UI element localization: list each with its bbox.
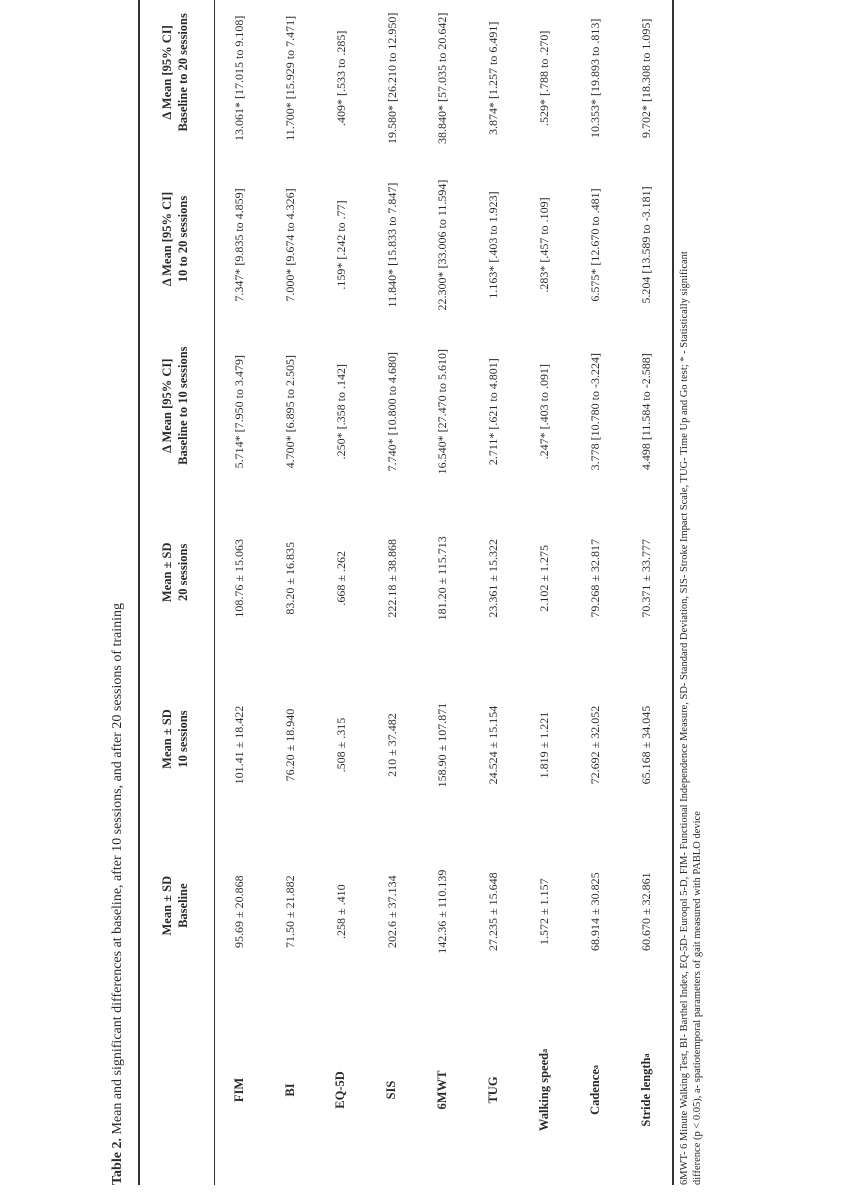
table-cell: [418, 162, 469, 329]
cell-value: .247* [.403 to .091]: [537, 364, 552, 460]
cell-value: .409* [.533 to .285]: [333, 30, 348, 126]
cell-value: 70.371 ± 33.777: [639, 539, 654, 618]
rotated-table-page: [104, 0, 724, 1185]
cell-value: .508 ± .315: [333, 717, 348, 773]
table-cell: [214, 662, 265, 829]
cell-value: 2.711* [.621 to 4.801]: [486, 358, 501, 466]
table-cell: [316, 662, 367, 829]
table-cell: [621, 162, 672, 329]
measure-name: EQ-5D: [333, 1071, 348, 1109]
table-cell: [214, 495, 265, 662]
cell-value: .529* [.788 to .270]: [537, 30, 552, 126]
table-cell: [519, 328, 570, 495]
cell-value: 65.168 ± 34.045: [639, 705, 654, 785]
cell-value: 101.41 ± 18.422: [231, 705, 246, 785]
cell-value: .283* [.457 to .109]: [537, 197, 552, 293]
cell-value: 95.69 ± 20.868: [231, 875, 246, 948]
table-cell: [519, 495, 570, 662]
cell-value: .668 ± .262: [333, 551, 348, 606]
results-table: [138, 0, 672, 1185]
table-cell: [316, 328, 367, 495]
table-cell: [418, 662, 469, 829]
stat-header-line2: 20 sessions: [176, 543, 190, 601]
table-cell: [621, 662, 672, 829]
cell-value: .250* [.358 to .142]: [333, 364, 348, 460]
table-cell: [519, 0, 570, 162]
table-cell: [214, 162, 265, 329]
cell-value: 10.353* [19.893 to .813]: [588, 18, 603, 138]
table-cell: [316, 828, 367, 995]
table-cell: [468, 828, 519, 995]
measure-name: BI: [282, 1083, 297, 1097]
measure-header: [570, 995, 621, 1185]
cell-value: 13.061* [17.015 to 9.108]: [231, 15, 246, 141]
table-cell: [468, 662, 519, 829]
table-cell: [621, 0, 672, 162]
cell-value: 9.702* [18.308 to 1.095]: [639, 18, 654, 138]
cell-value: 222.18 ± 38.868: [384, 539, 399, 618]
caption-text: Mean and significant differences at baseline, after 10 sessions, and after 20 sessions of training: [110, 602, 125, 1139]
measure-header: [265, 995, 316, 1185]
table-cell: [418, 0, 469, 162]
header-corner: [138, 995, 214, 1185]
cell-value: 181.20 ± 115.713: [435, 536, 450, 621]
table-cell: [519, 662, 570, 829]
table-cell: [367, 0, 418, 162]
stat-header-line1: Δ Mean [95% CI]: [160, 25, 175, 120]
stat-header-d_b10: [138, 328, 214, 495]
footnote-line-2: difference (p < 0.05), a- spatiotemporal parameters of gait measured with PABLO device: [692, 811, 703, 1185]
stat-header-d_1020: [138, 162, 214, 329]
table-cell: [214, 828, 265, 995]
cell-value: 60.670 ± 32.861: [639, 872, 654, 951]
footnote-line-1: 6MWT- 6 Minute Walking Test, BI- Barthel Index, EQ-5D- Euroqol 5-D, FIM- Functional Independence Measure, SD- Standard Deviation, SIS- Stroke Impact Scale, TUG- Time Up and Go test; * - Statistically significant: [679, 251, 690, 1185]
measure-name: Walking speed: [536, 1052, 551, 1132]
cell-value: 11.840* [15.833 to 7.847]: [384, 182, 399, 308]
table-cell: [265, 495, 316, 662]
table-cell: [570, 328, 621, 495]
cell-value: 24.524 ± 15.154: [486, 705, 501, 785]
stat-header-line2: Baseline to 20 sessions: [176, 13, 190, 132]
table-footnote: [678, 95, 704, 1185]
cell-value: 210 ± 37.482: [384, 713, 399, 777]
table-cell: [367, 662, 418, 829]
measure-header: [468, 995, 519, 1185]
measure-superscript: a: [590, 1065, 600, 1070]
table-cell: [418, 328, 469, 495]
cell-value: 16.540* [27.470 to 5.610]: [435, 349, 450, 475]
table-cell: [316, 0, 367, 162]
cell-value: 22.300* [33.006 to 11.594]: [435, 179, 450, 311]
measure-superscript: a: [641, 1053, 651, 1058]
cell-value: 38.840* [57.035 to 20.642]: [435, 12, 450, 144]
table-cell: [265, 662, 316, 829]
table-cell: [316, 162, 367, 329]
table-cell: [367, 162, 418, 329]
table-cell: [468, 495, 519, 662]
measure-name: 6MWT: [435, 1070, 450, 1110]
table-cell: [418, 828, 469, 995]
stat-header-line1: Δ Mean [95% CI]: [160, 191, 175, 287]
cell-value: .159* [.242 to .77]: [333, 200, 348, 290]
stat-header-line1: Mean ± SD: [160, 709, 175, 769]
cell-value: 23.361 ± 15.322: [486, 539, 501, 618]
table-cell: [468, 162, 519, 329]
cell-value: 68.914 ± 30.825: [588, 872, 603, 951]
table-cell: [265, 162, 316, 329]
table-cell: [214, 0, 265, 162]
cell-value: 202.6 ± 37.134: [384, 875, 399, 948]
table-cell: [367, 828, 418, 995]
measure-name: FIM: [231, 1077, 246, 1103]
table-cell: [265, 328, 316, 495]
cell-value: 76.20 ± 18.940: [282, 708, 297, 782]
stat-header-line2: 10 to 20 sessions: [176, 195, 190, 283]
table-cell: [265, 0, 316, 162]
table-cell: [519, 162, 570, 329]
measure-name: SIS: [384, 1080, 399, 1100]
table-bottom-rule: [672, 0, 674, 1185]
cell-value: 7.347* [9.835 to 4.859]: [231, 188, 246, 302]
table-cell: [570, 0, 621, 162]
stat-header-d_b20: [138, 0, 214, 162]
table-cell: [621, 495, 672, 662]
cell-value: 19.580* [26.210 to 12.950]: [384, 12, 399, 144]
table-cell: [367, 495, 418, 662]
cell-value: 108.76 ± 15.063: [231, 539, 246, 618]
table-cell: [621, 328, 672, 495]
table-cell: [570, 828, 621, 995]
measure-header: [621, 995, 672, 1185]
cell-value: 71.50 ± 21.882: [282, 875, 297, 948]
cell-value: 158.90 ± 107.871: [435, 702, 450, 788]
table-cell: [570, 162, 621, 329]
measure-header: [418, 995, 469, 1185]
cell-value: 5.714* [7.950 to 3.479]: [231, 355, 246, 469]
cell-value: 1.163* [.403 to 1.923]: [486, 191, 501, 299]
measure-name: TUG: [486, 1076, 501, 1104]
cell-value: 5.204 [13.589 to -3.181]: [639, 186, 654, 304]
cell-value: 27.235 ± 15.648: [486, 872, 501, 951]
measure-name: Stride length: [638, 1057, 653, 1127]
stat-header-baseline: [138, 828, 214, 995]
stat-header-s20: [138, 495, 214, 662]
stat-header-line1: Δ Mean [95% CI]: [160, 358, 175, 453]
cell-value: 1.572 ± 1.157: [537, 878, 552, 945]
table-cell: [316, 495, 367, 662]
caption-label: Table 2.: [110, 1138, 125, 1185]
table-cell: [621, 828, 672, 995]
cell-value: 2.102 ± 1.275: [537, 545, 552, 612]
table-cell: [418, 495, 469, 662]
cell-value: .258 ± .410: [333, 884, 348, 939]
cell-value: 72.692 ± 32.052: [588, 705, 603, 785]
cell-value: 7.000* [9.674 to 4.326]: [282, 188, 297, 302]
table-cell: [519, 828, 570, 995]
cell-value: 6.575* [12.670 to .481]: [588, 188, 603, 302]
table-cell: [570, 495, 621, 662]
cell-value: 79.268 ± 32.817: [588, 539, 603, 618]
cell-value: 142.36 ± 110.139: [435, 869, 450, 954]
table-cell: [265, 828, 316, 995]
cell-value: 3.874* [1.257 to 6.491]: [486, 21, 501, 135]
table-cell: [367, 328, 418, 495]
measure-header: [519, 995, 570, 1185]
table-cell: [214, 328, 265, 495]
stat-header-s10: [138, 662, 214, 829]
table-cell: [570, 662, 621, 829]
table-cell: [468, 328, 519, 495]
table-cell: [468, 0, 519, 162]
stat-header-line1: Mean ± SD: [160, 542, 175, 603]
cell-value: 4.498 [11.584 to -2.588]: [639, 353, 654, 471]
measure-header: [367, 995, 418, 1185]
stat-header-line1: Mean ± SD: [160, 875, 175, 936]
measure-header: [214, 995, 265, 1185]
cell-value: 83.20 ± 16.835: [282, 542, 297, 615]
stat-header-line2: Baseline: [176, 883, 190, 928]
cell-value: 3.778 [10.780 to -3.224]: [588, 353, 603, 471]
cell-value: 11.700* [15.929 to 7.471]: [282, 15, 297, 141]
measure-superscript: a: [539, 1048, 549, 1053]
cell-value: 7.740* [10.800 to 4.680]: [384, 352, 399, 472]
measure-name: Cadence: [587, 1069, 602, 1115]
cell-value: 1.819 ± 1.221: [537, 711, 552, 779]
stat-header-line2: 10 sessions: [176, 710, 190, 768]
stat-header-line2: Baseline to 10 sessions: [176, 346, 190, 465]
table-caption: [104, 603, 134, 1185]
cell-value: 4.700* [6.895 to 2.505]: [282, 355, 297, 469]
measure-header: [316, 995, 367, 1185]
